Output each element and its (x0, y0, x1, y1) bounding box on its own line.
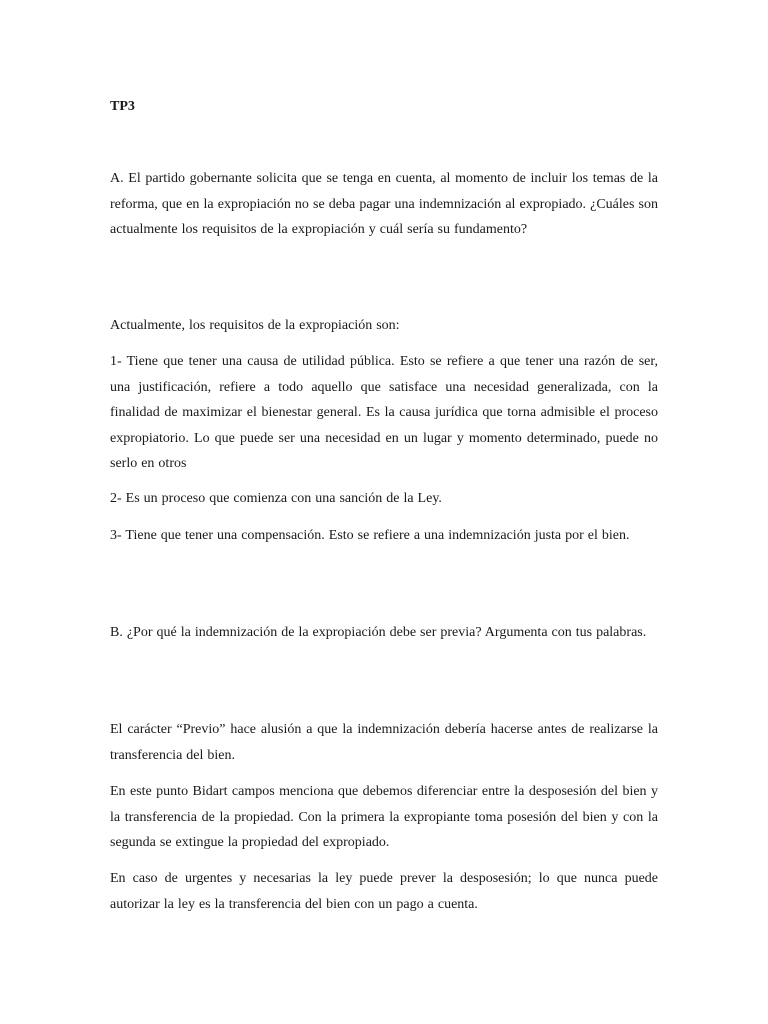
requirement-2: 2- Es un proceso que comienza con una sanción de la Ley. (110, 491, 442, 506)
requirements-intro: Actualmente, los requisitos de la expropiación son: (110, 318, 400, 333)
document-title: TP3 (110, 99, 135, 114)
answer-b-paragraph-2: En este punto Bidart campos menciona que debemos diferenciar entre la desposesión del bien y la transferencia de la propiedad. Con la primera la expropiante toma posesión del bien y con la segunda se extingue la propiedad del expropiado. (110, 784, 658, 850)
question-a: A. El partido gobernante solicita que se tenga en cuenta, al momento de incluir los temas de la reforma, que en la expropiación no se deba pagar una indemnización al expropiado. ¿Cuáles son actualmente los requisitos de la expropiación y cuál sería su fundamento? (110, 171, 658, 237)
requirement-1: 1- Tiene que tener una causa de utilidad pública. Esto se refiere a que tener una razón de ser, una justificación, refiere a todo aquello que satisface una necesidad generalizada, con la finalidad de maximizar el bienestar general. Es la causa jurídica que torna admisible el proceso expropiatorio. Lo que puede ser una necesidad en un lugar y momento determinado, puede no serlo en otros (110, 354, 658, 471)
requirement-3: 3- Tiene que tener una compensación. Esto se refiere a una indemnización justa por el bien. (110, 528, 630, 543)
answer-b-paragraph-1: El carácter “Previo” hace alusión a que la indemnización debería hacerse antes de realizarse la transferencia del bien. (110, 722, 658, 763)
question-b: B. ¿Por qué la indemnización de la expropiación debe ser previa? Argumenta con tus palabras. (110, 625, 647, 640)
document-page (110, 0, 658, 1024)
answer-b-paragraph-3: En caso de urgentes y necesarias la ley puede prever la desposesión; lo que nunca puede autorizar la ley es la transferencia del bien con un pago a cuenta. (110, 871, 658, 912)
